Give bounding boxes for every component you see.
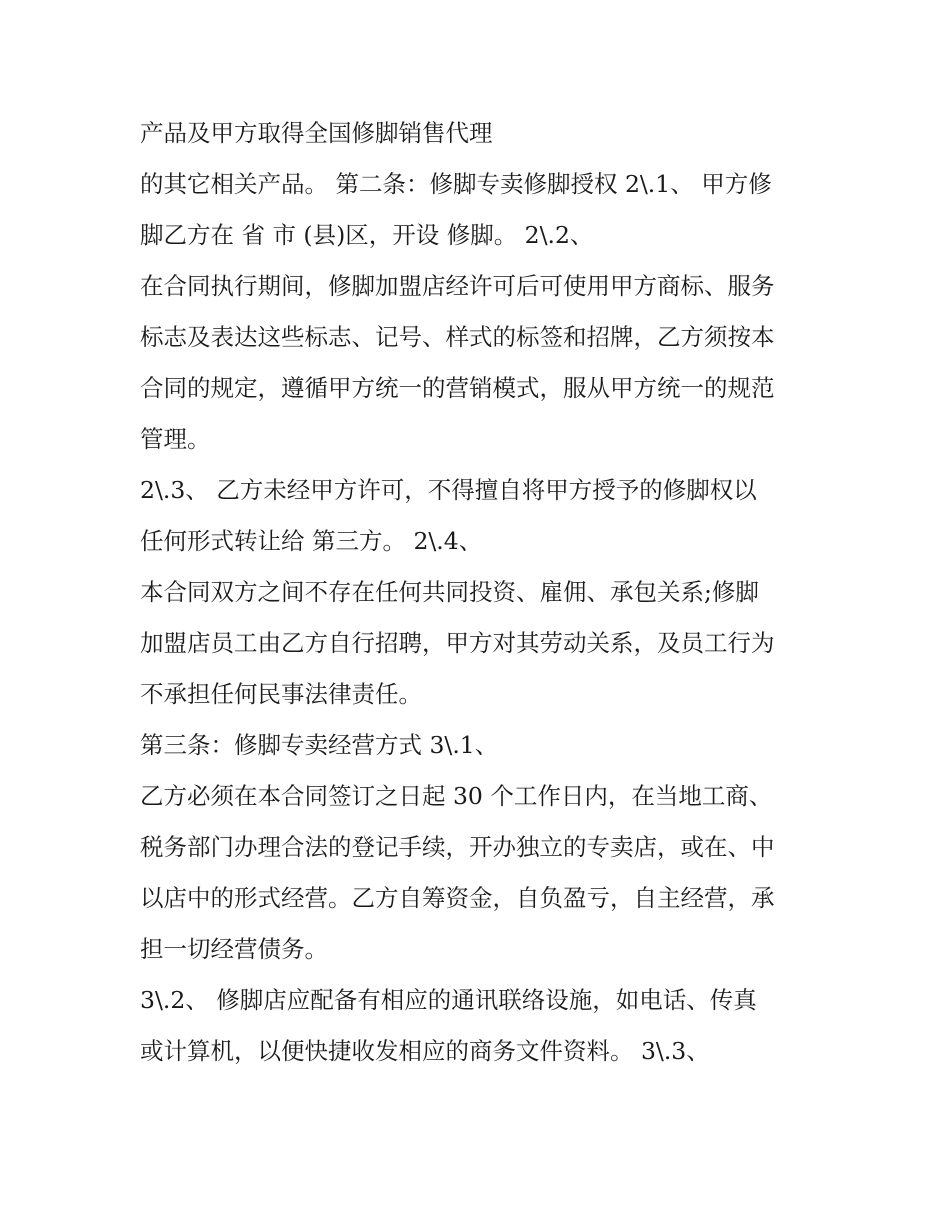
text-line: 以店中的形式经营。乙方自筹资金，自负盈亏，自主经营，承 <box>140 884 775 912</box>
text-line: 税务部门办理合法的登记手续，开办独立的专卖店，或在、中 <box>140 833 775 861</box>
text-line: 乙方必须在本合同签订之日起 30 个工作日内，在当地工商、 <box>140 782 773 810</box>
text-line: 不承担任何民事法律责任。 <box>140 680 422 708</box>
text-line: 在合同执行期间，修脚加盟店经许可后可使用甲方商标、服务 <box>140 272 775 300</box>
text-line: 本合同双方之间不存在任何共同投资、雇佣、承包关系;修脚 <box>140 578 759 606</box>
text-line: 2\.3、 乙方未经甲方许可，不得擅自将甲方授予的修脚权以 <box>140 476 757 504</box>
text-line: 第三条：修脚专卖经营方式 3\.1、 <box>140 731 499 759</box>
text-line: 产品及甲方取得全国修脚销售代理 <box>140 119 493 147</box>
text-line: 管理。 <box>140 425 211 453</box>
contract-text <box>140 108 830 1077</box>
text-line: 3\.2、 修脚店应配备有相应的通讯联络设施，如电话、传真 <box>140 986 757 1014</box>
text-line: 脚乙方在 省 市 (县)区，开设 修脚。 2\.2、 <box>140 221 594 249</box>
text-line: 加盟店员工由乙方自行招聘，甲方对其劳动关系，及员工行为 <box>140 629 775 657</box>
text-line: 或计算机，以便快捷收发相应的商务文件资料。 3\.3、 <box>140 1037 710 1065</box>
text-line: 标志及表达这些标志、记号、样式的标签和招牌，乙方须按本 <box>140 323 775 351</box>
text-line: 担一切经营债务。 <box>140 935 328 963</box>
text-line: 任何形式转让给 第三方。 2\.4、 <box>140 527 483 555</box>
text-line: 的其它相关产品。 第二条：修脚专卖修脚授权 2\.1、 甲方修 <box>140 170 772 198</box>
text-line: 合同的规定，遵循甲方统一的营销模式，服从甲方统一的规范 <box>140 374 775 402</box>
